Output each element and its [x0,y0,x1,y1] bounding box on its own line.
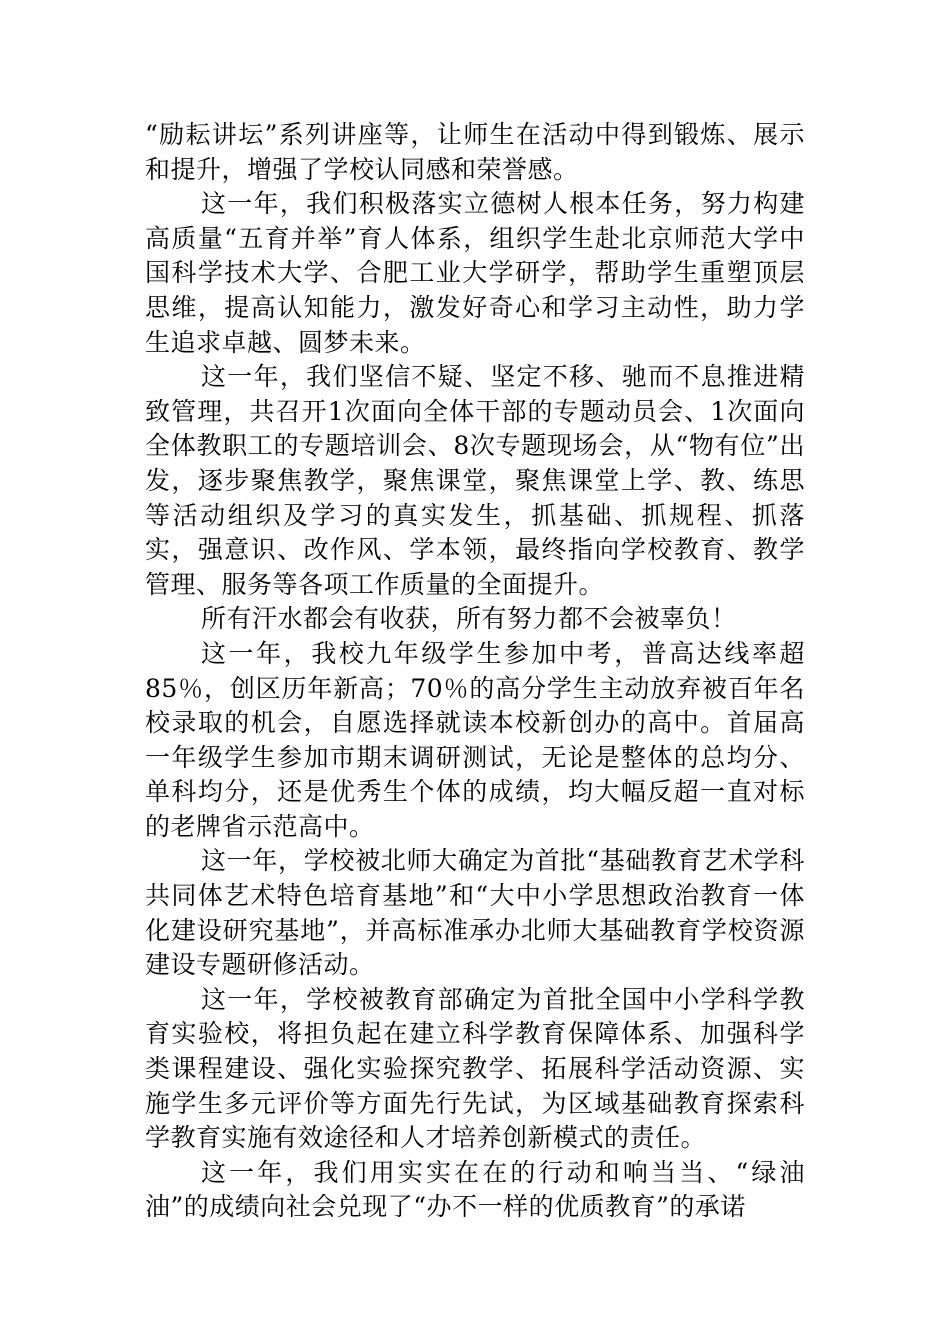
document-body [145,118,805,1225]
paragraph-science-education: 这一年，学校被教育部确定为首批全国中小学科学教育实验校，将担负起在建立科学教育保障体系、加强科学类课程建设、强化实验探究教学、拓展科学活动资源、实施学生多元评价等方面先行先试，为区域基础教育探索科学教育实施有效途径和人才培养创新模式的责任。 [145,984,805,1153]
paragraph-bnu-base: 这一年，学校被北师大确定为首批“基础教育艺术学科共同体艺术特色培育基地”和“大中小学思想政治教育一体化建设研究基地”，并高标准承办北师大基础教育学校资源建设专题研修活动。 [145,846,805,980]
paragraph-effort-rewarded: 所有汗水都会有收获，所有努力都不会被辜负！ [201,604,737,634]
paragraph-five-education: 这一年，我们积极落实立德树人根本任务，努力构建高质量“五育并举”育人体系，组织学生赴北京师范大学中国科学技术大学、合肥工业大学研学，帮助学生重塑顶层思维，提高认知能力，激发好奇心和学习主动性，助力学生追求卓越、圆梦未来。 [145,189,805,357]
paragraph-continuation: “励耘讲坛”系列讲座等，让师生在活动中得到锻炼、展示和提升，增强了学校认同感和荣誉感。 [145,120,805,184]
paragraph-refined-management: 这一年，我们坚信不疑、坚定不移、驰而不息推进精致管理，共召开1次面向全体干部的专题动员会、1次面向全体教职工的专题培训会、8次专题现场会，从“物有位”出发，逐步聚焦教学，聚焦课堂，聚焦课堂上学、教、练思等活动组织及学习的真实发生，抓基础、抓规程、抓落实，强意识、改作风、学本领，最终指向学校教育、教学管理、服务等各项工作质量的全面提升。 [145,362,805,599]
paragraph-promise: 这一年，我们用实实在在的行动和响当当、“绿油油”的成绩向社会兑现了“办不一样的优质教育”的承诺 [145,1157,805,1222]
paragraph-exam-results: 这一年，我校九年级学生参加中考，普高达线率超85％，创区历年新高；70％的高分学生主动放弃被百年名校录取的机会，自愿选择就读本校新创办的高中。首届高一年级学生参加市期末调研测试，无论是整体的总均分、单科均分，还是优秀生个体的成绩，均大幅反超一直对标的老牌省示范高中。 [145,638,805,841]
